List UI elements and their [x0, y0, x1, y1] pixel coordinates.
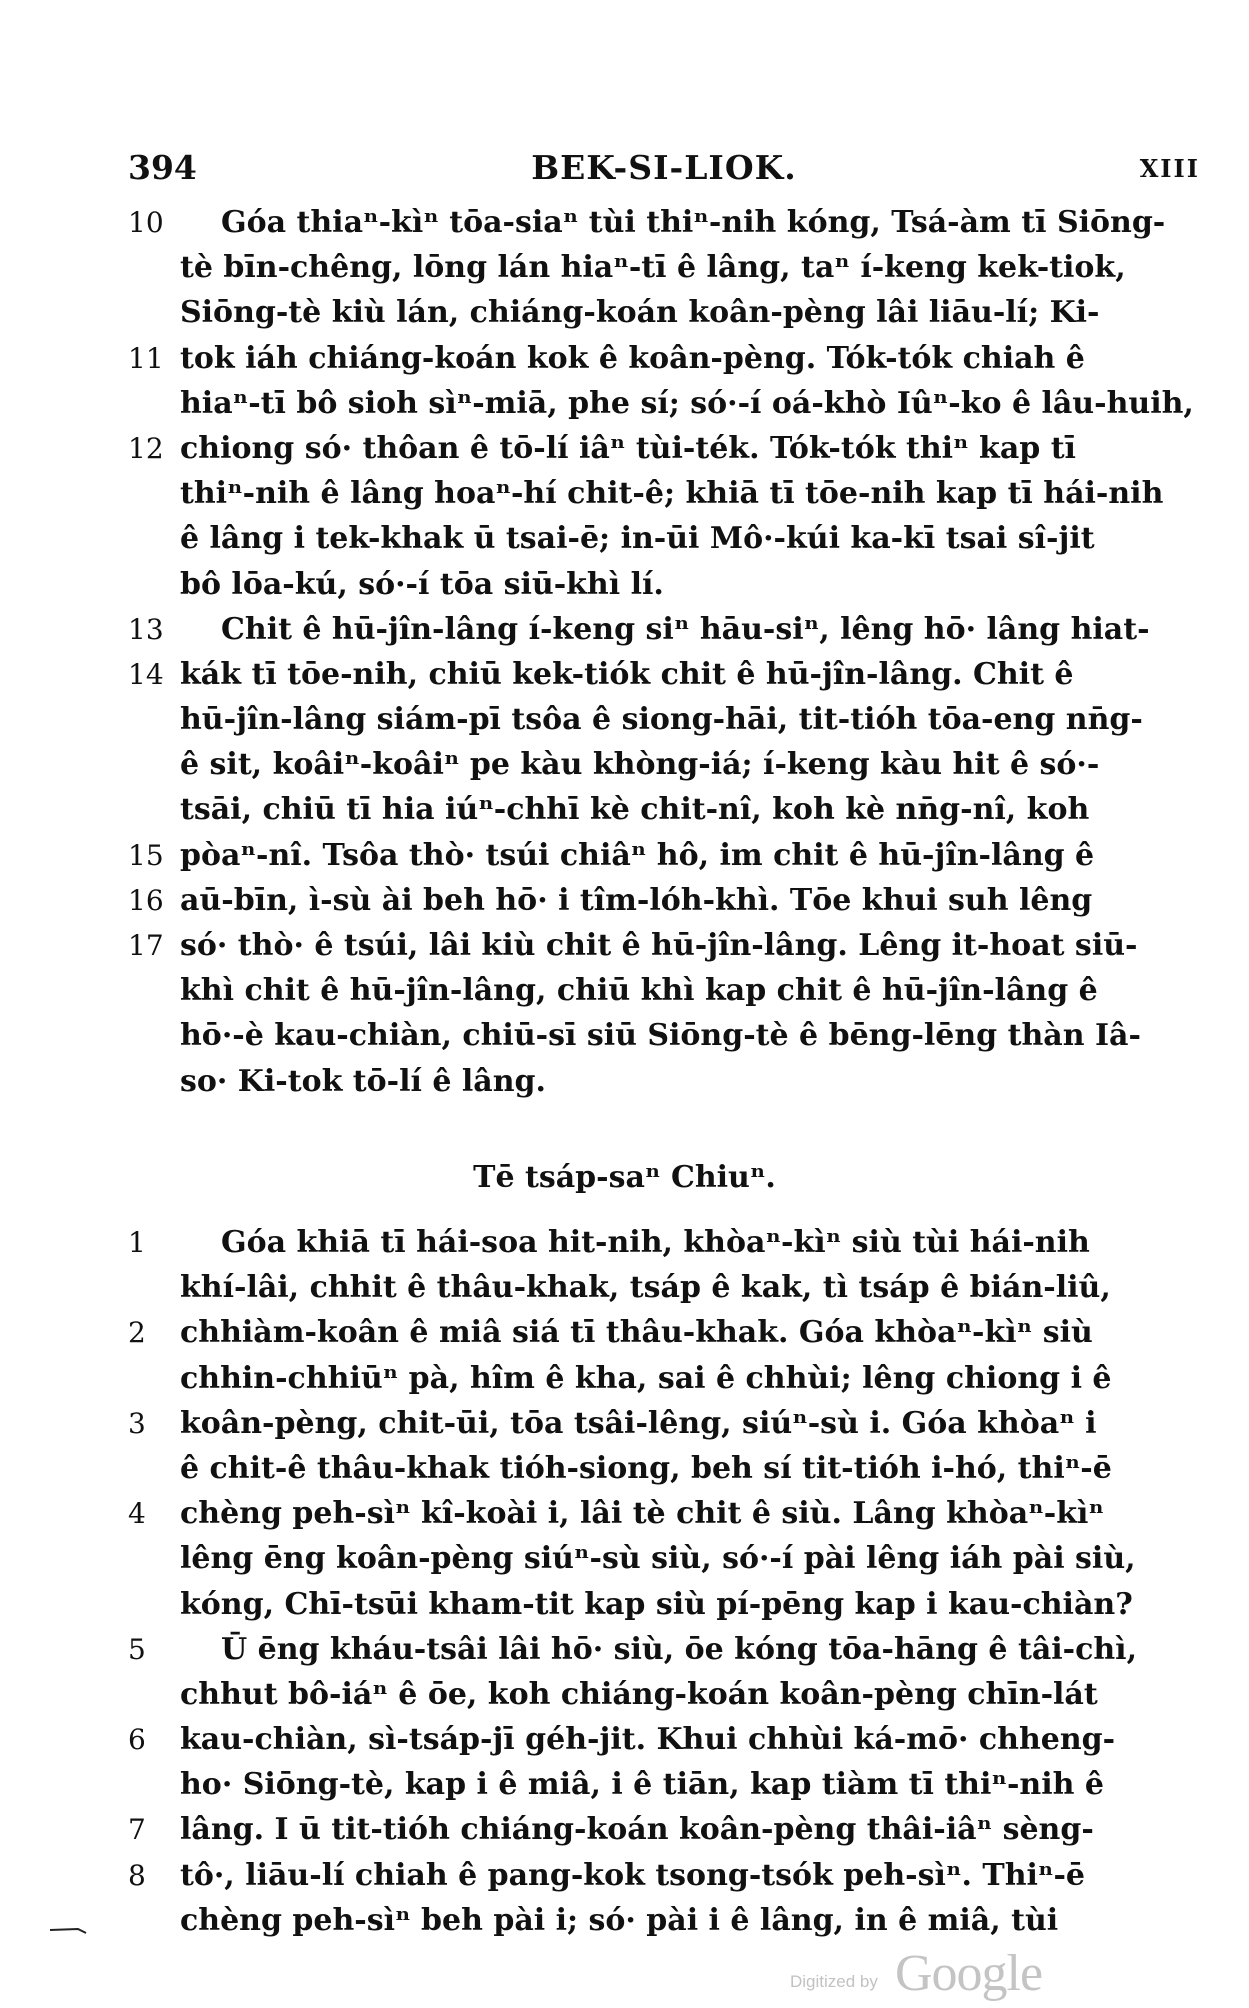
verse-text: hū-jîn-lâng siám-pī tsôa ê siong-hāi, tit-tióh tōa-eng nn̄g-: [180, 702, 1143, 738]
text-line: [128, 968, 1208, 1013]
verse-text: ê lâng i tek-khak ū tsai-ē; in-ūi Mô·-kúi ka-kī tsai sî-jit: [180, 521, 1095, 557]
verse-number: 5: [128, 1632, 146, 1666]
text-line: [128, 1717, 1208, 1762]
text-line: [128, 1582, 1208, 1627]
verse-text: chiong só· thôan ê tō-lí iâⁿ tùi-ték. Tók-tók thiⁿ kap tī: [180, 430, 1076, 466]
page-number: 394: [128, 148, 197, 187]
verse-number: 10: [128, 206, 164, 239]
verse-text: kóng, Chī-tsūi kham-tit kap siù pí-pēng kap i kau-chiàn?: [180, 1586, 1133, 1622]
verse-text: tô·, liāu-lí chiah ê pang-kok tsong-tsók peh-sìⁿ. Thiⁿ-ē: [180, 1857, 1086, 1893]
verse-text: tè bīn-chêng, lōng lán hiaⁿ-tī ê lâng, taⁿ í-keng kek-tiok,: [180, 250, 1126, 286]
verse-number: 14: [128, 657, 164, 691]
verse-text: bô lōa-kú, só·-í tōa siū-khì lí.: [180, 566, 664, 602]
text-line: [128, 1356, 1208, 1401]
verse-text: ê chit-ê thâu-khak tióh-siong, beh sí tit-tióh i-hó, thiⁿ-ē: [180, 1450, 1112, 1486]
page-header: [128, 148, 1200, 198]
verse-text: khì chit ê hū-jîn-lâng, chiū khì kap chit ê hū-jîn-lâng ê: [180, 973, 1098, 1009]
text-line: [128, 923, 1208, 968]
google-logo: Google: [895, 1945, 1043, 2002]
text-line: [128, 1672, 1208, 1717]
verse-text: só· thò· ê tsúi, lâi kiù chit ê hū-jîn-lâng. Lêng it-hoat siū-: [180, 928, 1138, 963]
verse-number: 1: [128, 1226, 146, 1259]
text-line: [128, 562, 1208, 607]
text-line: [128, 1853, 1208, 1898]
verse-text: Góa khiā tī hái-soa hit-nih, khòaⁿ-kìⁿ siù tùi hái-nih: [221, 1225, 1090, 1260]
text-line: [128, 1220, 1208, 1265]
text-line: [128, 1401, 1208, 1446]
text-line: [128, 1762, 1208, 1807]
verse-text: hiaⁿ-tī bô sioh sìⁿ-miā, phe sí; só·-í oá-khò Iûⁿ-ko ê lâu-huih,: [180, 385, 1194, 421]
text-line: [128, 1446, 1208, 1491]
text-line: [128, 381, 1208, 426]
verses-chapter-12: [128, 200, 1208, 1104]
verse-text: kau-chiàn, sì-tsáp-jī géh-jit. Khui chhùi ká-mō· chheng-: [180, 1722, 1116, 1758]
verse-text: kák tī tōe-nih, chiū kek-tiók chit ê hū-jîn-lâng. Chit ê: [180, 656, 1074, 692]
running-title: BEK-SI-LIOK.: [531, 148, 797, 187]
text-line: [128, 200, 1208, 245]
verse-text: tok iáh chiáng-koán kok ê koân-pèng. Tók-tók chiah ê: [180, 340, 1085, 376]
verse-text: hō·-è kau-chiàn, chiū-sī siū Siōng-tè ê bēng-lēng thàn Iâ-: [180, 1018, 1141, 1054]
text-line: [128, 1013, 1208, 1058]
verse-text: lêng ēng koân-pèng siúⁿ-sù siù, só·-í pài lêng iáh pài siù,: [180, 1541, 1136, 1577]
digitized-watermark: [790, 1945, 1090, 2002]
verse-number: 11: [128, 341, 164, 375]
text-line: [128, 471, 1208, 516]
text-line: [128, 1627, 1208, 1672]
text-line: [128, 245, 1208, 290]
text-line: [128, 697, 1208, 742]
verse-text: chèng peh-sìⁿ kî-koài i, lâi tè chit ê siù. Lâng khòaⁿ-kìⁿ: [180, 1496, 1104, 1532]
verse-number: 16: [128, 883, 164, 917]
verse-number: 13: [128, 612, 164, 646]
verse-number: 8: [128, 1858, 146, 1892]
verse-number: 7: [128, 1813, 146, 1847]
verse-text: chhin-chhiūⁿ pà, hîm ê kha, sai ê chhùi; lêng chiong i ê: [180, 1360, 1112, 1396]
text-line: [128, 336, 1208, 381]
verse-text: chhiàm-koân ê miâ siá tī thâu-khak. Góa khòaⁿ-kìⁿ siù: [180, 1315, 1093, 1351]
verse-number: 6: [128, 1723, 146, 1757]
text-line: [128, 516, 1208, 561]
verse-text: so· Ki-tok tō-lí ê lâng.: [180, 1063, 546, 1099]
chapter-number: XIII: [1139, 154, 1200, 183]
text-line: [128, 833, 1208, 878]
text-line: [128, 1059, 1208, 1104]
text-line: [128, 1807, 1208, 1852]
text-line: [128, 787, 1208, 832]
verse-text: chèng peh-sìⁿ beh pài i; só· pài i ê lâng, in ê miâ, tùi: [180, 1902, 1059, 1938]
watermark-prefix: Digitized by: [790, 1972, 878, 1991]
text-line: [128, 1898, 1208, 1943]
verse-number: 17: [128, 929, 164, 962]
verse-text: Chit ê hū-jîn-lâng í-keng siⁿ hāu-siⁿ, lêng hō· lâng hiat-: [221, 611, 1150, 647]
verse-text: khí-lâi, chhit ê thâu-khak, tsáp ê kak, tì tsáp ê bián-liû,: [180, 1270, 1111, 1306]
verse-number: 12: [128, 431, 164, 465]
verse-text: Góa thiaⁿ-kìⁿ tōa-siaⁿ tùi thiⁿ-nih kóng, Tsá-àm tī Siōng-: [221, 205, 1166, 240]
verse-text: lâng. I ū tit-tióh chiáng-koán koân-pèng thâi-iâⁿ sèng-: [180, 1812, 1094, 1848]
verse-text: koân-pèng, chit-ūi, tōa tsâi-lêng, siúⁿ-sù i. Góa khòaⁿ i: [180, 1405, 1097, 1441]
verse-text: Ū ēng kháu-tsâi lâi hō· siù, ōe kóng tōa-hāng ê tâi-chì,: [221, 1631, 1138, 1667]
text-line: [128, 742, 1208, 787]
text-line: [128, 607, 1208, 652]
text-line: [128, 878, 1208, 923]
text-line: [128, 652, 1208, 697]
text-line: [128, 1310, 1208, 1355]
verse-text: ho· Siōng-tè, kap i ê miâ, i ê tiān, kap tiàm tī thiⁿ-nih ê: [180, 1767, 1104, 1803]
verse-text: ê sit, koâiⁿ-koâiⁿ pe kàu khòng-iá; í-keng kàu hit ê só·-: [180, 747, 1100, 783]
margin-mark: [50, 1925, 88, 1935]
verse-text: thiⁿ-nih ê lâng hoaⁿ-hí chit-ê; khiā tī tōe-nih kap tī hái-nih: [180, 476, 1164, 512]
verse-text: aū-bīn, ì-sù ài beh hō· i tîm-lóh-khì. Tōe khui suh lêng: [180, 882, 1093, 918]
verses-chapter-13: [128, 1220, 1208, 1943]
text-line: [128, 1536, 1208, 1581]
chapter-heading: Tē tsáp-saⁿ Chiuⁿ.: [473, 1160, 776, 1195]
text-line: [128, 1265, 1208, 1310]
verse-text: Siōng-tè kiù lán, chiáng-koán koân-pèng lâi liāu-lí; Ki-: [180, 295, 1100, 331]
text-line: [128, 426, 1208, 471]
text-line: [128, 290, 1208, 335]
verse-text: tsāi, chiū tī hia iúⁿ-chhī kè chit-nî, koh kè nn̄g-nî, koh: [180, 792, 1090, 828]
text-line: [128, 1491, 1208, 1536]
verse-number: 4: [128, 1497, 146, 1531]
verse-number: 3: [128, 1406, 146, 1440]
verse-text: chhut bô-iáⁿ ê ōe, koh chiáng-koán koân-pèng chīn-lát: [180, 1676, 1098, 1712]
verse-text: pòaⁿ-nî. Tsôa thò· tsúi chiâⁿ hô, im chit ê hū-jîn-lâng ê: [180, 837, 1095, 873]
verse-number: 15: [128, 838, 164, 872]
verse-number: 2: [128, 1316, 146, 1350]
